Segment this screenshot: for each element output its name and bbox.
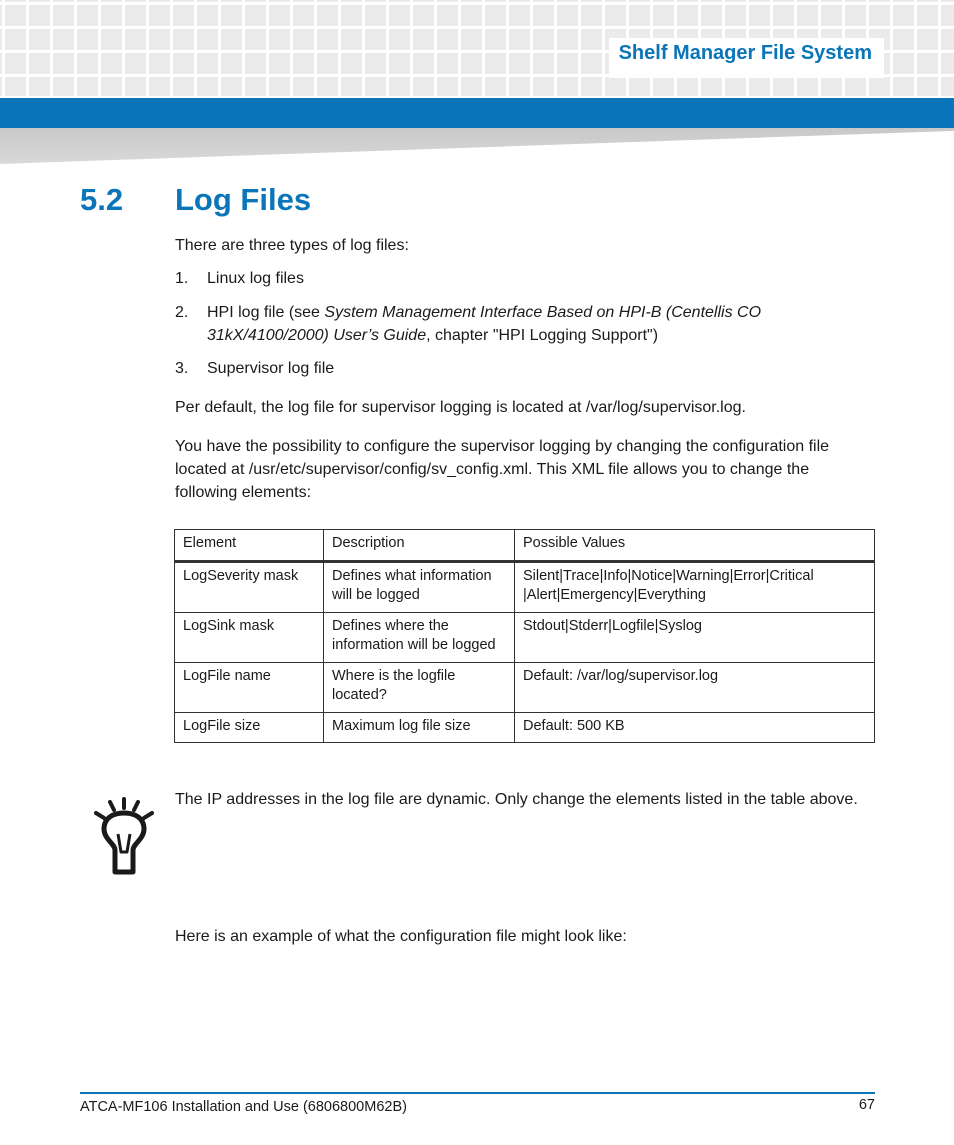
table-cell: LogSink mask [175, 612, 324, 662]
list-item-text-after: , chapter "HPI Logging Support") [426, 327, 659, 344]
page-number: 67 [858, 1097, 875, 1113]
table-cell: LogFile name [175, 662, 324, 712]
table-row [175, 712, 875, 743]
document-reference: System Management Interface Based on HPI-B (Centellis CO 31kX/4100/2000) User’s Guide [207, 304, 762, 344]
table-cell: Defines where the information will be logged [324, 612, 515, 662]
example-paragraph: Here is an example of what the configuration file might look like: [175, 928, 627, 945]
table-row [175, 662, 875, 712]
configuration-paragraph: You have the possibility to configure the supervisor logging by changing the configuration file located at /usr/etc/supervisor/config/sv_config.xml. This XML file allows you to change the following elements: [175, 438, 830, 501]
table-cell: LogFile size [175, 712, 324, 743]
section-number: 5.2 [80, 182, 124, 217]
list-item-text: Linux log files [207, 270, 304, 287]
table-cell: Maximum log file size [324, 712, 515, 743]
section-title: Log Files [175, 182, 312, 217]
table-row [175, 612, 875, 662]
table-row [175, 561, 875, 612]
header-gray-swoosh [0, 128, 954, 164]
table-cell: Silent|Trace|Info|Notice|Warning|Error|Critical |Alert|Emergency|Everything [515, 561, 875, 612]
list-item-number: 2. [175, 304, 189, 321]
list-item-text-before: HPI log file (see [207, 304, 325, 321]
table-cell: LogSeverity mask [175, 561, 324, 612]
table-cell: Default: /var/log/supervisor.log [515, 662, 875, 712]
list-item-text [207, 301, 877, 347]
intro-paragraph: There are three types of log files: [175, 237, 409, 254]
list-item-number: 1. [175, 270, 189, 287]
list-item-text: Supervisor log file [207, 360, 335, 377]
table-header-cell: Element [175, 530, 324, 562]
list-item-number: 3. [175, 360, 189, 377]
table-header-row [175, 530, 875, 562]
header-blue-bar [0, 98, 954, 128]
footer-rule [80, 1092, 875, 1094]
default-location-paragraph: Per default, the log file for supervisor logging is located at /var/log/supervisor.log. [175, 399, 746, 416]
lightbulb-icon [92, 796, 156, 878]
table-cell: Defines what information will be logged [324, 561, 515, 612]
log-elements-table [174, 529, 875, 743]
table-cell: Where is the logfile located? [324, 662, 515, 712]
table-header-cell: Possible Values [515, 530, 875, 562]
table-cell: Default: 500 KB [515, 712, 875, 743]
table-header-cell: Description [324, 530, 515, 562]
running-header-title: Shelf Manager File System [618, 42, 872, 64]
note-text: The IP addresses in the log file are dynamic. Only change the elements listed in the table above. [175, 791, 858, 808]
footer-document-title: ATCA-MF106 Installation and Use (6806800M62B) [80, 1099, 407, 1115]
table-cell: Stdout|Stderr|Logfile|Syslog [515, 612, 875, 662]
